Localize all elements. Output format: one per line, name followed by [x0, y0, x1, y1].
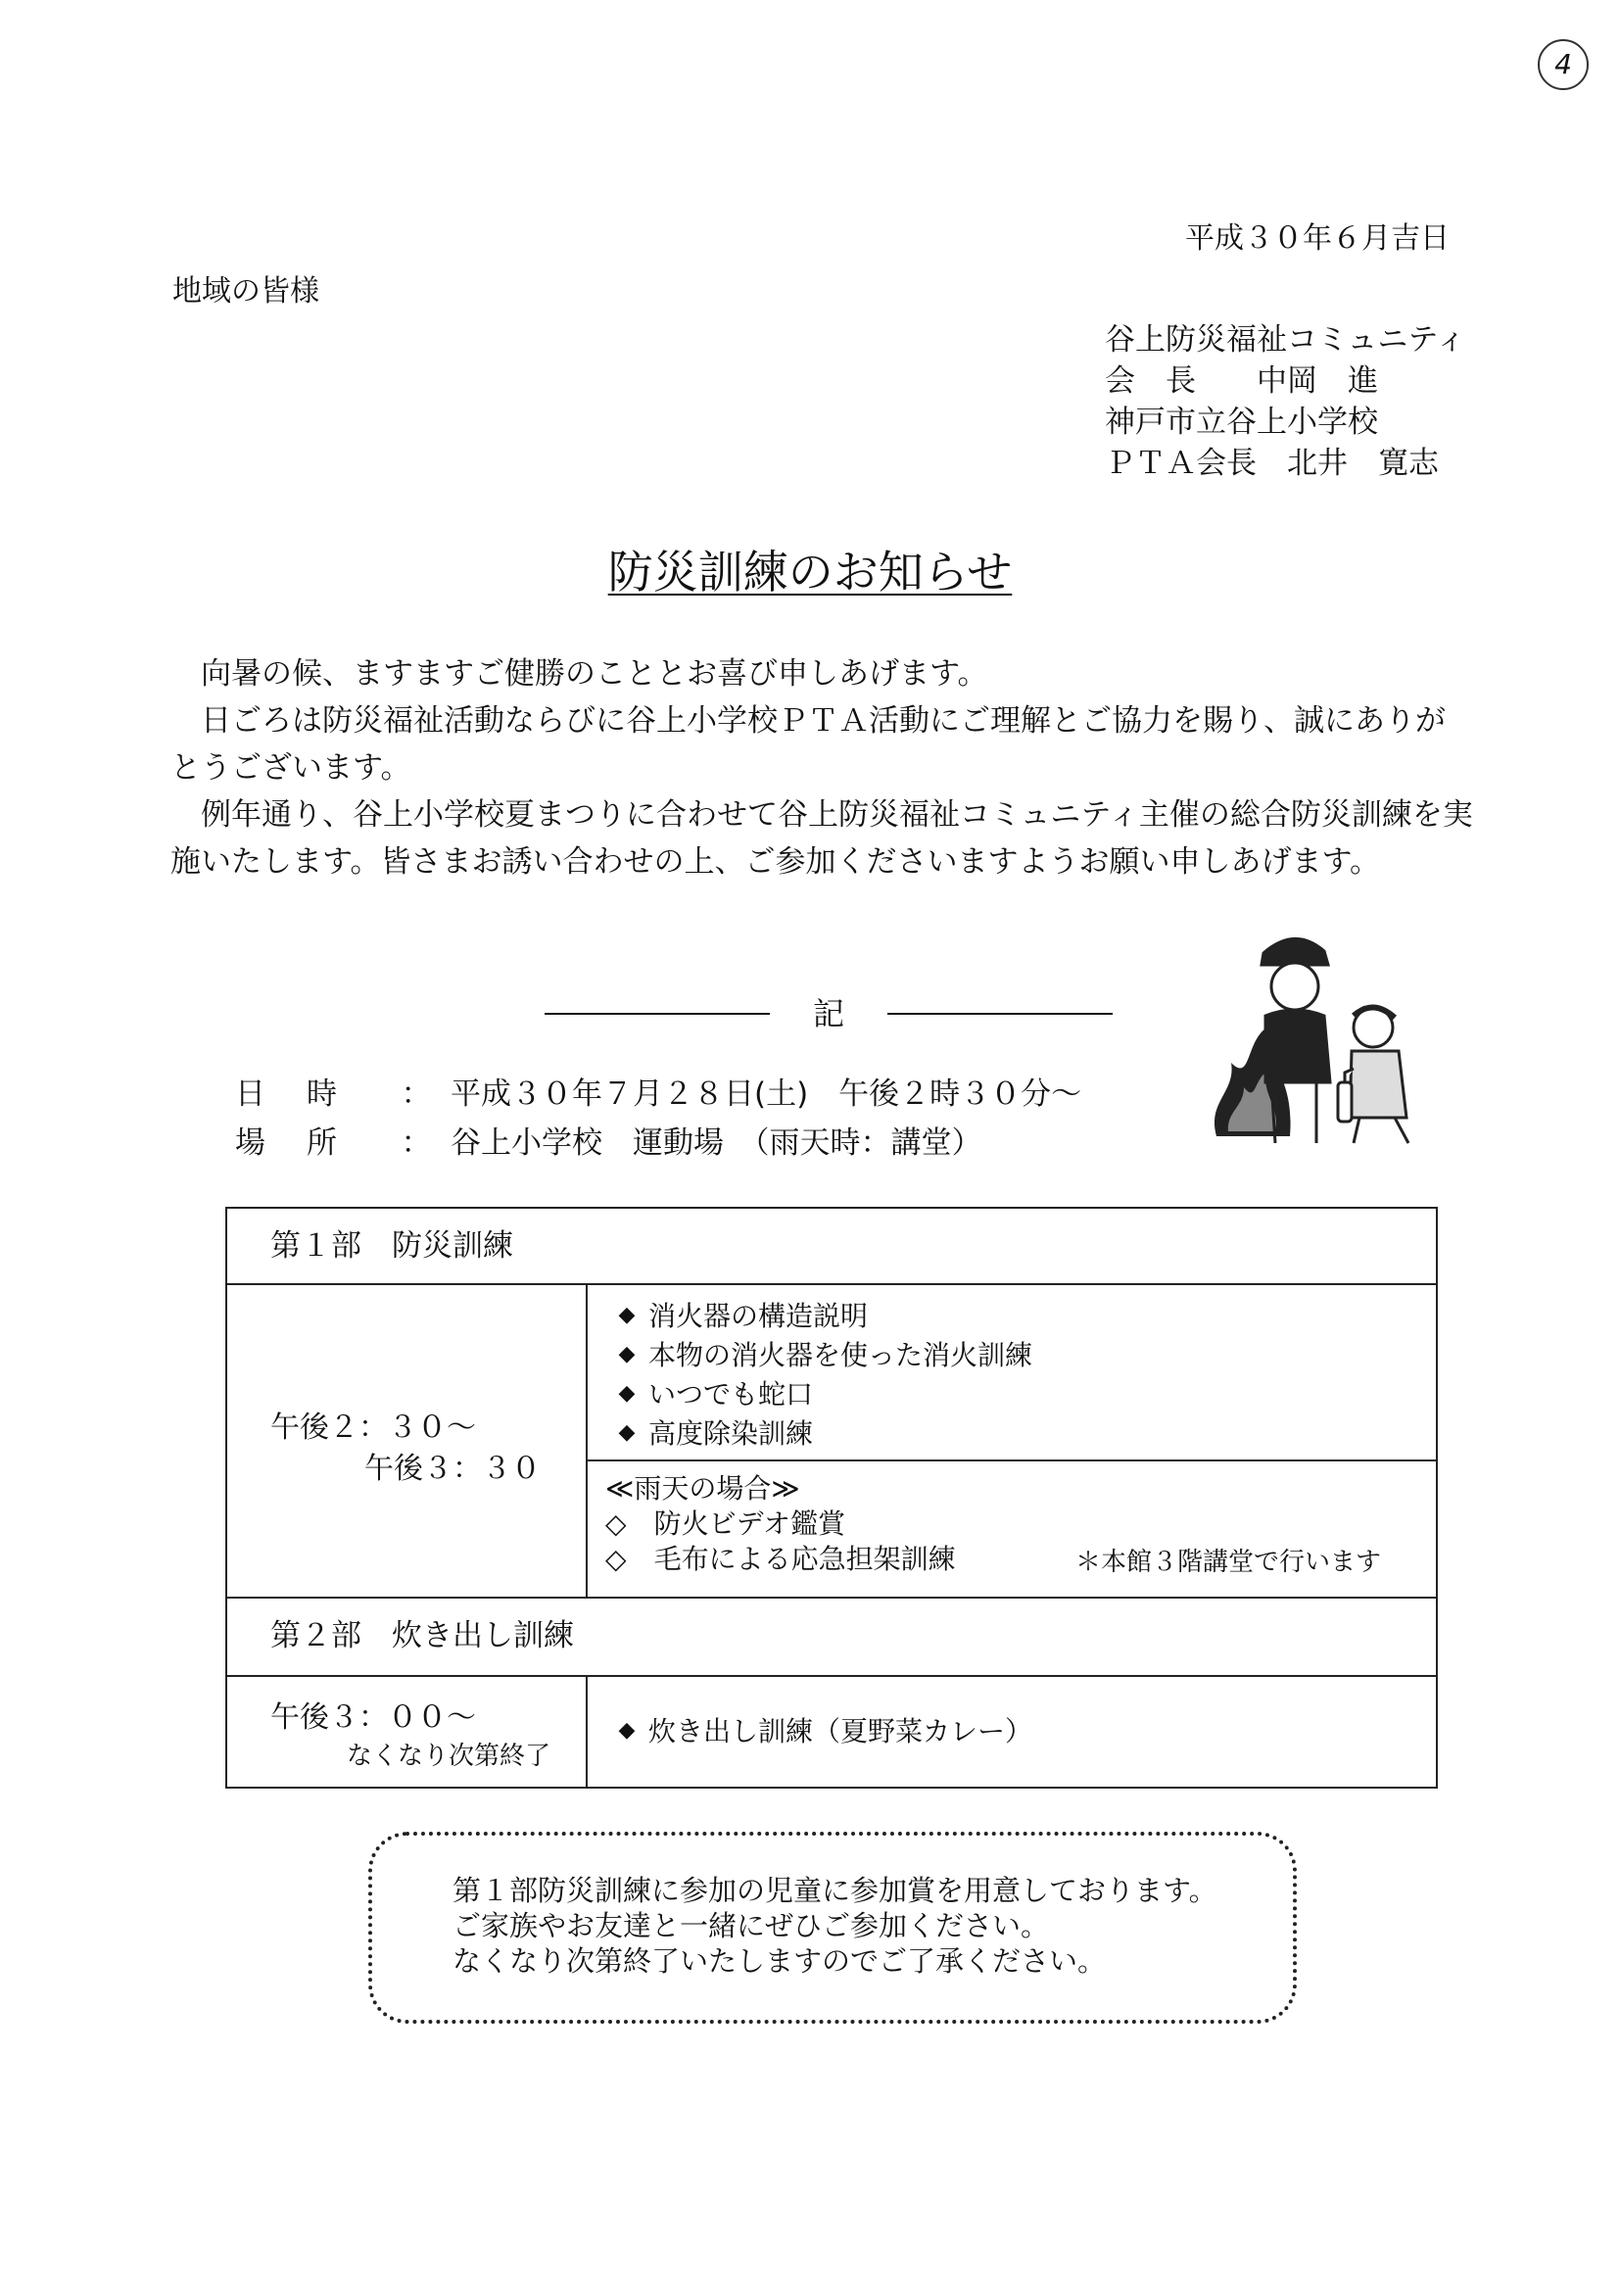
part2-row — [227, 1677, 1436, 1787]
datetime-value: 平成３０年７月２８日(土) 午後２時３０分～ — [451, 1076, 1082, 1112]
note-line: ご家族やお友達と一緒にぜひご参加ください。 — [453, 1909, 1050, 1942]
schedule-datetime-row — [235, 1070, 1081, 1119]
rain-plan-note: ＊本館３階講堂で行います — [1075, 1548, 1382, 1577]
adult-figure-icon — [1262, 938, 1330, 1143]
rain-plan-heading: ≪雨天の場合≫ — [605, 1472, 800, 1505]
open-diamond-bullet-icon: ◇ — [605, 1543, 627, 1575]
part2-content — [588, 1677, 1436, 1787]
list-item — [605, 1507, 956, 1542]
part1-item-text: 消火器の構造説明 — [648, 1300, 869, 1332]
fire-drill-illustration — [1207, 926, 1422, 1151]
part1-row — [227, 1285, 1436, 1599]
body-paragraph: 向暑の候、ますますご健勝のこととお喜び申しあげます。 — [201, 656, 988, 692]
issue-date: 平成３０年６月吉日 — [1185, 221, 1450, 256]
schedule-place-row — [235, 1119, 1081, 1168]
rain-item-text: 防火ビデオ鑑賞 — [653, 1507, 846, 1540]
document-title-text: 防災訓練のお知らせ — [607, 546, 1013, 598]
part1-item-text: いつでも蛇口 — [648, 1378, 814, 1411]
part2-items — [605, 1710, 1032, 1749]
page-number: 4 — [1538, 39, 1589, 90]
datetime-colon: ： — [401, 1076, 432, 1112]
recipient: 地域の皆様 — [172, 274, 319, 309]
participation-note — [368, 1832, 1297, 2024]
body-paragraph: 例年通り、谷上小学校夏まつりに合わせて谷上防災福祉コミュニティ主催の総合防災訓練を実施いたします。皆さまお誘い合わせの上、ご参加くださいますようお願い申しあげます。 — [170, 797, 1473, 880]
list-item — [605, 1412, 1032, 1452]
part2-heading: 第２部 炊き出し訓練 — [227, 1599, 1436, 1677]
rain-item-text: 毛布による応急担架訓練 — [653, 1543, 956, 1575]
schedule — [235, 1070, 1081, 1168]
part1-heading: 第１部 防災訓練 — [227, 1209, 1436, 1285]
part1-time-end: 午後３：３０ — [364, 1452, 541, 1486]
record-heading — [545, 989, 1113, 1038]
sender-organization: 谷上防災福祉コミュニティ — [1105, 322, 1466, 358]
open-diamond-bullet-icon: ◇ — [605, 1507, 627, 1540]
place-value: 谷上小学校 運動場 （雨天時：講堂） — [451, 1125, 982, 1161]
list-item — [605, 1373, 1032, 1412]
diamond-bullet-icon: ◆ — [618, 1380, 636, 1406]
note-line: 第１部防災訓練に参加の児童に参加賞を用意しております。 — [453, 1874, 1217, 1907]
note-line: なくなり次第終了いたしますのでご了承ください。 — [453, 1944, 1107, 1978]
part1-time — [227, 1285, 588, 1597]
part2-time — [227, 1677, 588, 1787]
sender-school: 神戸市立谷上小学校 — [1105, 405, 1378, 440]
child-figure-icon — [1350, 1007, 1408, 1143]
rain-plan — [588, 1459, 1436, 1599]
document-title — [0, 537, 1620, 601]
sender-chairman: 会 長 中岡 進 — [1105, 363, 1378, 399]
part1-content — [588, 1285, 1436, 1597]
place-colon: ： — [401, 1125, 432, 1161]
part1-time-start: 午後２：３０～ — [270, 1411, 476, 1445]
diamond-bullet-icon: ◆ — [618, 1341, 636, 1366]
list-item — [605, 1710, 1032, 1749]
part1-item-text: 本物の消火器を使った消火訓練 — [648, 1339, 1033, 1371]
sender-block — [1105, 319, 1466, 484]
diamond-bullet-icon: ◆ — [618, 1419, 636, 1445]
sender-pta-chair: ＰＴＡ会長 北井 寛志 — [1105, 446, 1439, 481]
record-rule-right — [887, 1013, 1113, 1015]
record-heading-text: 記 — [812, 995, 844, 1032]
place-label: 場所 — [235, 1125, 378, 1161]
part1-item-text: 高度除染訓練 — [648, 1417, 814, 1450]
part2-item-text: 炊き出し訓練（夏野菜カレー） — [648, 1715, 1033, 1747]
body-text — [170, 650, 1473, 885]
rain-plan-body — [605, 1471, 956, 1577]
diamond-bullet-icon: ◆ — [618, 1302, 636, 1327]
datetime-label: 日時 — [235, 1076, 378, 1112]
list-item — [605, 1334, 1032, 1373]
program-table — [225, 1207, 1438, 1789]
list-item — [605, 1295, 1032, 1334]
part2-time-start: 午後３：００～ — [270, 1700, 476, 1735]
part2-time-end: なくなり次第終了 — [347, 1742, 551, 1771]
diamond-bullet-icon: ◆ — [618, 1717, 636, 1743]
part1-items — [605, 1295, 1032, 1452]
body-paragraph: 日ごろは防災福祉活動ならびに谷上小学校ＰＴＡ活動にご理解とご協力を賜り、誠にありがとうございます。 — [170, 703, 1446, 786]
list-item — [605, 1542, 956, 1577]
